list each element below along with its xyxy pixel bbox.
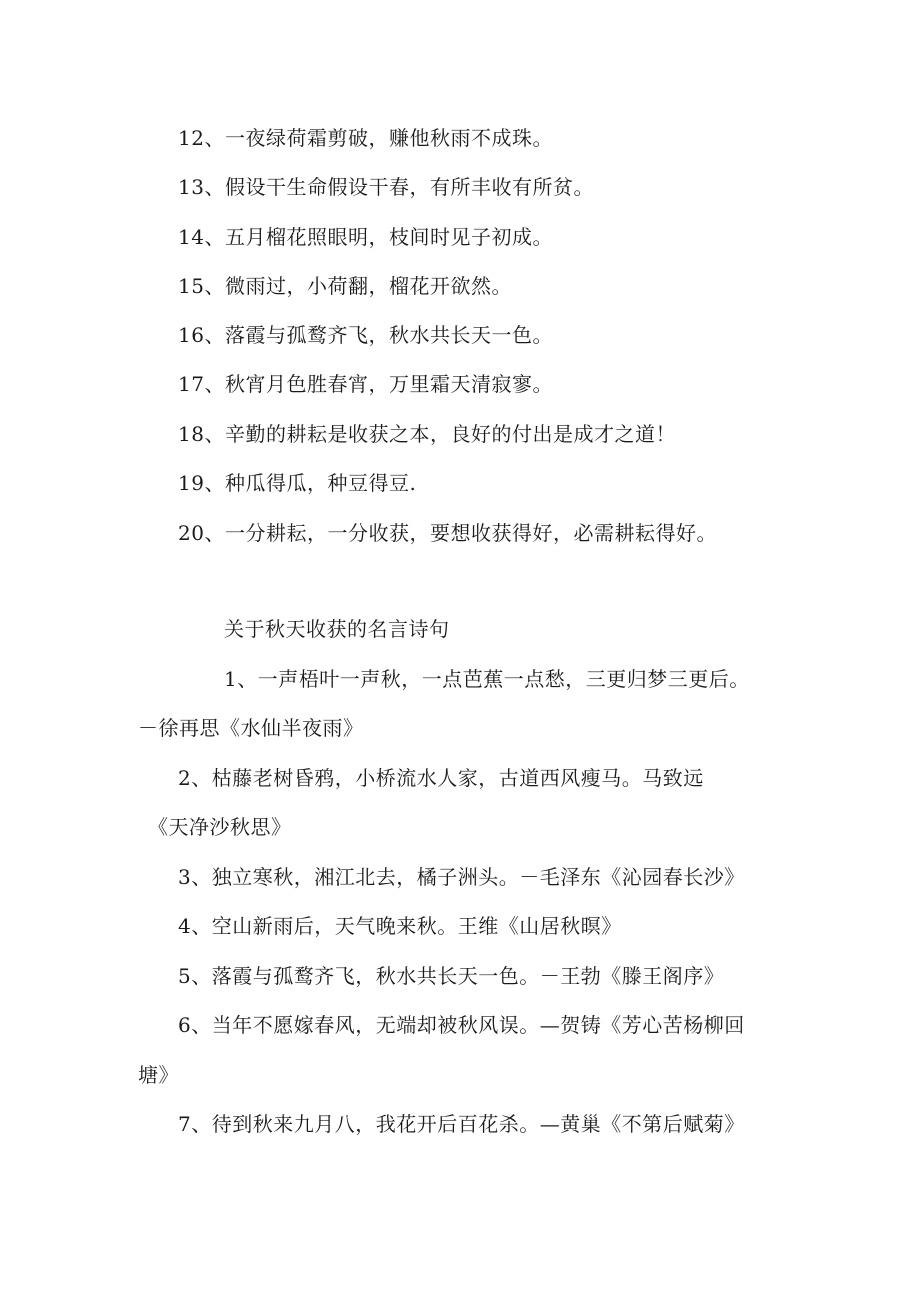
list-item: 19、种瓜得瓜，种豆得豆.: [178, 471, 417, 495]
quote-line: 6、当年不愿嫁春风，无端却被秋风误。—贺铸《芳心苦杨柳回: [178, 1013, 745, 1037]
quote-line: 3、独立寒秋，湘江北去，橘子洲头。－毛泽东《沁园春长沙》: [178, 865, 745, 889]
list-item: 16、落霞与孤鹜齐飞，秋水共长天一色。: [178, 323, 553, 347]
quote-line: 《天净沙秋思》: [148, 815, 292, 839]
list-item: 15、微雨过，小荷翻，榴花开欲然。: [178, 274, 512, 298]
list-item: 13、假设干生命假设干春，有所丰收有所贫。: [178, 175, 594, 199]
quote-line: 塘》: [138, 1063, 179, 1087]
quote-line: 1、一声梧叶一声秋，一点芭蕉一点愁，三更归梦三更后。: [224, 667, 750, 691]
list-item: 18、辛勤的耕耘是收获之本，良好的付出是成才之道！: [178, 422, 676, 446]
quote-line: 5、落霞与孤鹜齐飞，秋水共长天一色。－王勃《滕王阁序》: [178, 964, 725, 988]
quote-line: 4、空山新雨后，天气晚来秋。王维《山居秋暝》: [178, 914, 622, 938]
list-item: 14、五月榴花照眼明，枝间时见子初成。: [178, 225, 553, 249]
quote-line: 2、枯藤老树昏鸦，小桥流水人家，古道西风瘦马。马致远: [178, 766, 704, 790]
section-heading: 关于秋天收获的名言诗句: [224, 617, 450, 641]
quote-line: －徐再思《水仙半夜雨》: [138, 716, 364, 740]
list-item: 12、一夜绿荷霜剪破，赚他秋雨不成珠。: [178, 126, 553, 150]
list-item: 20、一分耕耘，一分收获，要想收获得好，必需耕耘得好。: [178, 521, 717, 545]
quote-line: 7、待到秋来九月八，我花开后百花杀。—黄巢《不第后赋菊》: [178, 1112, 745, 1136]
list-item: 17、秋宵月色胜春宵，万里霜天清寂寥。: [178, 372, 553, 396]
